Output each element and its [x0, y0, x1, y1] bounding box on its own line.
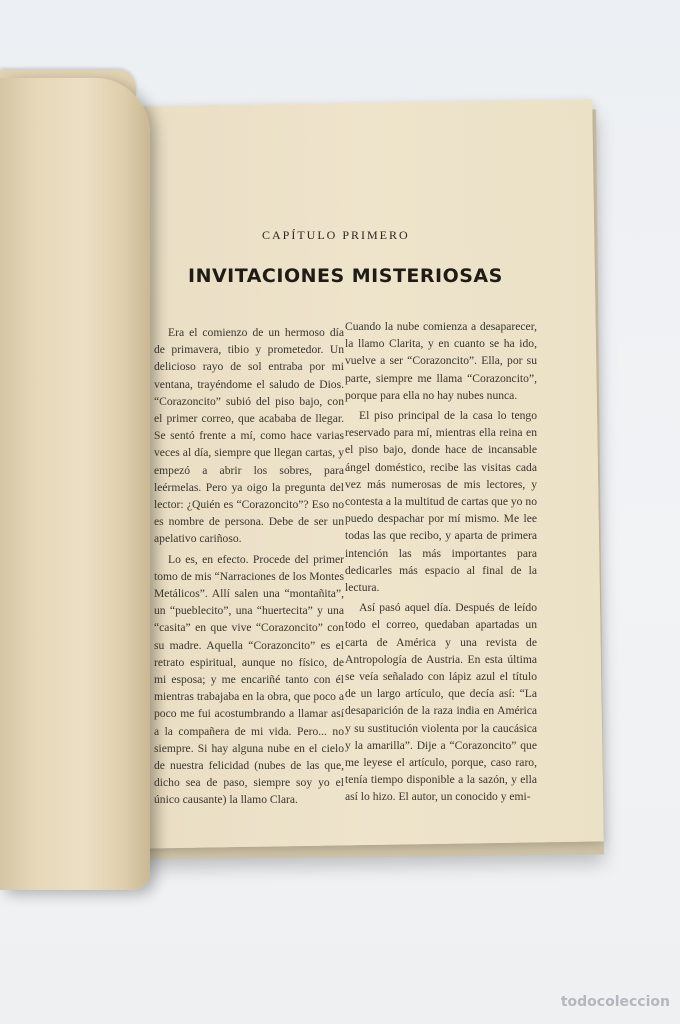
paragraph: Era el comienzo de un hermoso día de primavera, tibio y prometedor. Un delicioso rayo de sol entraba por mi ventana, trayéndome el saludo de Dios. “Corazoncito” subió del piso bajo, con el primer correo, que acababa de llegar. Se sentó frente a mí, como hace varias veces al día, siempre que llegan cartas, y empezó a abrir los sobres, para leérmelas. Pero ya oigo la pregunta del lector: ¿Quién es “Corazoncito”? Eso no es nombre de persona. Debe de ser un apelativo cariñoso.	[154, 326, 344, 546]
paragraph: Así pasó aquel día. Después de leído todo el correo, quedaban apartadas un carta de América y una revista de Antropología de Austria. En esta última se veía señalado con lápiz azul el título de un largo artículo, que decía así: “La desaparición de la raza india en América y su sustitución violenta por la caucásica y la amarilla”. Dije a “Corazoncito” que me leyese el artículo, porque, caso raro, tenía tiempo disponible a la sazón, y ella así lo hizo. El autor, un conocido y emi-	[345, 601, 537, 804]
curled-left-page	[0, 78, 150, 890]
watermark-logo: todocoleccion	[560, 994, 670, 1010]
chapter-title: INVITACIONES MISTERIOSAS	[188, 265, 503, 287]
chapter-heading: CAPÍTULO PRIMERO	[262, 228, 410, 242]
paragraph: El piso principal de la casa lo tengo reservado para mí, mientras ella reina en el piso bajo, donde hace de incansable ángel doméstico, recibe las visitas cada vez más numerosas de mis lectores, y contesta a la multitud de cartas que yo no puedo despachar por mí mismo. Me lee todas las que recibo, y aparta de primera intención las más importantes para dedicarles más espacio al final de la lectura.	[345, 409, 537, 595]
paragraph: Lo es, en efecto. Procede del primer tomo de mis “Narraciones de los Montes Metálicos”. Allí salen una “montañita”, un “pueblecito”, una “huertecita” y una “casita” en que vive “Corazoncito” con su madre. Aquella “Corazoncito” es el retrato espiritual, aunque no físico, de mi esposa; y me encariñé tanto con él mientras trabajaba en la obra, que poco a poco me fui acostumbrando a llamar así a la compañera de mi vida. Pero... no siempre. Si hay alguna nube en el cielo de nuestra felicidad (nubes de las que, dicho sea de paso, siempre soy yo el único causante) la llamo Clara.	[154, 552, 344, 807]
paragraph: Cuando la nube comienza a desaparecer, la llamo Clarita, y en cuanto se ha ido, vuelve a ser “Corazoncito”. Ella, por su parte, siempre me llama “Corazoncito”, porque para ella no hay nubes nunca.	[345, 320, 537, 402]
right-text-column	[345, 318, 537, 806]
left-text-column	[154, 324, 344, 809]
